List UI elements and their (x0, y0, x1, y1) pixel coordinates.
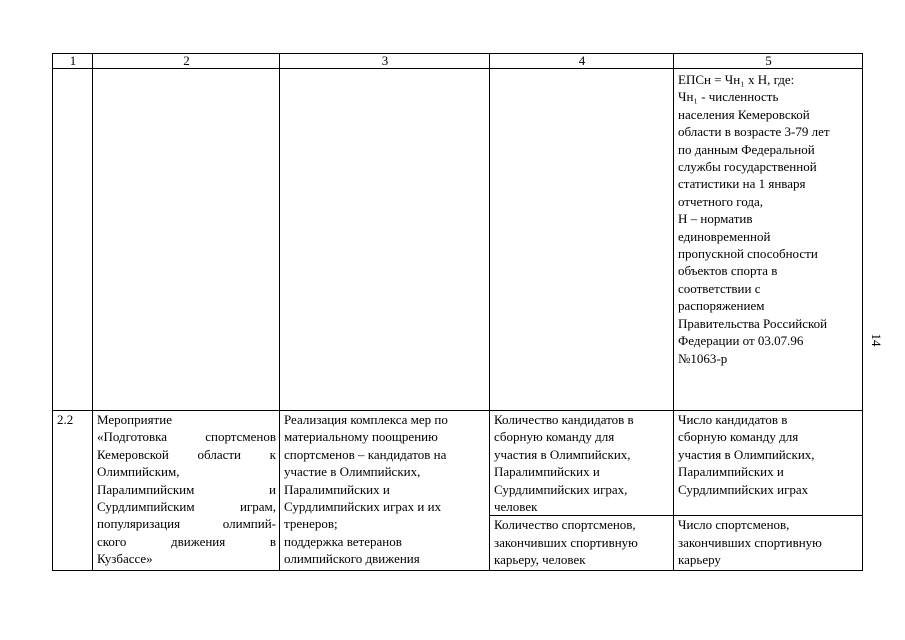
indicator-name-text (494, 411, 670, 515)
text-line: сборную команду для (678, 429, 799, 445)
description-text (284, 411, 486, 568)
header-cell: 3 (280, 54, 490, 69)
header-cell: 5 (674, 54, 863, 69)
event-cell (93, 411, 280, 571)
text-line: закончивших спортивную (678, 534, 822, 550)
text-line: участия в Олимпийских, (678, 446, 815, 462)
text-line: службы государственной (678, 159, 817, 175)
text-line: Сурдлимпийских играх (678, 481, 809, 497)
text-line: карьеру, человек (494, 552, 586, 568)
text-line: участия в Олимпийских, (494, 446, 631, 462)
text-line: Мероприятие (97, 412, 172, 427)
text-line: карьеру (678, 552, 721, 568)
text-line: Число спортсменов, (678, 517, 790, 533)
text-line: населения Кемеровской (678, 106, 810, 122)
text-line: олимпийского движения (284, 551, 420, 567)
text-line: Кузбассе» (97, 551, 153, 567)
text-line: №1063-р (678, 350, 728, 366)
page-number: 14 (869, 333, 884, 347)
text-line: Количество кандидатов в (494, 412, 634, 427)
text-line: Количество спортсменов, (494, 517, 636, 533)
text-line: Н – норматив (678, 211, 753, 227)
indicator-method-cell (674, 516, 863, 571)
text-line: Паралимпийских и (494, 464, 600, 480)
indicator-name-cell (490, 411, 674, 516)
text-line: материальному поощрению (284, 429, 438, 445)
header-cell: 1 (53, 54, 93, 69)
table-row-2-2 (53, 411, 863, 516)
text-line: пропускной способности (678, 246, 818, 262)
indicator-name-text (494, 516, 670, 568)
text-line: участие в Олимпийских, (284, 464, 421, 480)
text-line: отчетного года, (678, 193, 763, 209)
text-line: области в возрасте 3-79 лет (678, 124, 830, 140)
text-line: человек (494, 499, 538, 515)
text-line: Олимпийским, (97, 464, 180, 480)
text-line: тренеров; (284, 516, 338, 532)
indicator-method-cell (674, 411, 863, 516)
text-line: Правительства Российской (678, 315, 828, 331)
text-line: Кемеровской области к (97, 446, 276, 462)
text-line: «Подготовка спортсменов (97, 429, 276, 445)
indicator-name-cell (490, 516, 674, 571)
text-line: Сурдлимпийских играх и их (284, 499, 442, 515)
formula-text (678, 71, 859, 367)
table-header-row (53, 54, 863, 69)
text-line: распоряжением (678, 298, 765, 314)
text-line: Реализация комплекса мер по (284, 412, 448, 427)
text-line: Сурдлимпийским играм, (97, 499, 276, 515)
text-line: Чн₁ - численность (678, 89, 779, 105)
text-line: Паралимпийских и (678, 464, 784, 480)
text-line: закончивших спортивную (494, 534, 638, 550)
description-cell (280, 411, 490, 571)
text-line: сборную команду для (494, 429, 615, 445)
text-line: Число кандидатов в (678, 412, 788, 427)
text-line: объектов спорта в (678, 263, 778, 279)
text-line: Паралимпийским и (97, 481, 276, 497)
text-line: Паралимпийских и (284, 481, 390, 497)
text-line: Сурдлимпийских играх, (494, 481, 628, 497)
text-line: популяризация олимпий- (97, 516, 276, 532)
formula-cell (674, 69, 863, 411)
empty-cell (93, 69, 280, 411)
empty-cell (280, 69, 490, 411)
text-line: соответствии с (678, 280, 761, 296)
text-line: поддержка ветеранов (284, 533, 402, 549)
header-cell: 4 (490, 54, 674, 69)
text-line: Федерации от 03.07.96 (678, 333, 804, 349)
text-line: статистики на 1 января (678, 176, 806, 192)
text-line: ЕПСн = Чн₁ х Н, где: (678, 72, 795, 87)
table-row-formula (53, 69, 863, 411)
text-line: по данным Федеральной (678, 141, 815, 157)
empty-cell (490, 69, 674, 411)
indicator-method-text (678, 411, 859, 498)
event-text (97, 411, 276, 568)
text-line: ского движения в (97, 533, 276, 549)
row-number: 2.2 (53, 411, 93, 571)
text-line: спортсменов – кандидатов на (284, 446, 447, 462)
header-cell: 2 (93, 54, 280, 69)
empty-cell (53, 69, 93, 411)
text-line: единовременной (678, 228, 771, 244)
indicators-table (52, 53, 863, 571)
indicator-method-text (678, 516, 859, 568)
